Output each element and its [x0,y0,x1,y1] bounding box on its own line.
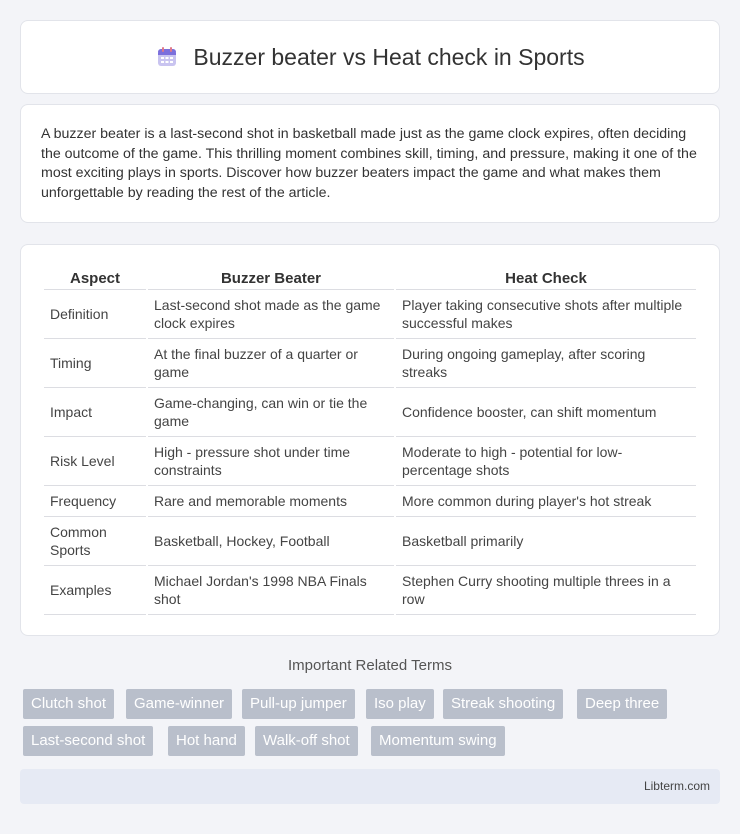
aspect-cell: Timing [44,339,146,388]
buzzer-beater-cell: Basketball, Hockey, Football [148,517,394,566]
aspect-cell: Risk Level [44,437,146,486]
aspect-cell: Examples [44,566,146,615]
related-term-tag[interactable]: Last-second shot [23,726,153,756]
aspect-cell: Definition [44,290,146,339]
related-term-tag[interactable]: Pull-up jumper [242,689,355,719]
buzzer-beater-cell: At the final buzzer of a quarter or game [148,339,394,388]
buzzer-beater-cell: Last-second shot made as the game clock expires [148,290,394,339]
comparison-table [42,265,698,615]
header-card [20,20,720,94]
aspect-cell: Frequency [44,486,146,517]
comparison-table-card [20,244,720,636]
table-row [44,339,696,388]
related-term-tag[interactable]: Deep three [577,689,667,719]
buzzer-beater-cell: Rare and memorable moments [148,486,394,517]
header-heat-check: Heat Check [396,265,696,290]
heat-check-cell: During ongoing gameplay, after scoring streaks [396,339,696,388]
table-row [44,437,696,486]
related-term-tag[interactable]: Momentum swing [371,726,505,756]
buzzer-beater-cell: High - pressure shot under time constraints [148,437,394,486]
heat-check-cell: More common during player's hot streak [396,486,696,517]
heat-check-cell: Player taking consecutive shots after multiple successful makes [396,290,696,339]
heat-check-cell: Moderate to high - potential for low-percentage shots [396,437,696,486]
related-term-tag[interactable]: Iso play [366,689,434,719]
intro-card [20,104,720,223]
buzzer-beater-cell: Michael Jordan's 1998 NBA Finals shot [148,566,394,615]
table-row [44,517,696,566]
related-term-tag[interactable]: Walk-off shot [255,726,358,756]
header-aspect: Aspect [44,265,146,290]
aspect-cell: Common Sports [44,517,146,566]
footer [20,769,720,804]
intro-text: A buzzer beater is a last-second shot in basketball made just as the game clock expires, often deciding the outcome of the game. This thrilling moment combines skill, timing, and pressure, making it one of the most exciting plays in sports. Discover how buzzer beaters impact the game and what makes them unforgettable by reading the rest of the article. [41,126,697,201]
table-row [44,566,696,615]
table-header-row [44,265,696,290]
heat-check-cell: Basketball primarily [396,517,696,566]
related-term-tag[interactable]: Streak shooting [443,689,563,719]
related-term-tag[interactable]: Clutch shot [23,689,114,719]
header-buzzer-beater: Buzzer Beater [148,265,394,290]
aspect-cell: Impact [44,388,146,437]
calendar-icon [155,45,179,69]
table-row [44,486,696,517]
related-term-tag[interactable]: Hot hand [168,726,245,756]
related-terms-title: Important Related Terms [288,657,452,674]
page-title: Buzzer beater vs Heat check in Sports [193,43,585,70]
buzzer-beater-cell: Game-changing, can win or tie the game [148,388,394,437]
heat-check-cell: Confidence booster, can shift momentum [396,388,696,437]
related-term-tag[interactable]: Game-winner [126,689,232,719]
table-row [44,388,696,437]
heat-check-cell: Stephen Curry shooting multiple threes in a row [396,566,696,615]
footer-brand[interactable]: Libterm.com [643,779,710,793]
table-row [44,290,696,339]
